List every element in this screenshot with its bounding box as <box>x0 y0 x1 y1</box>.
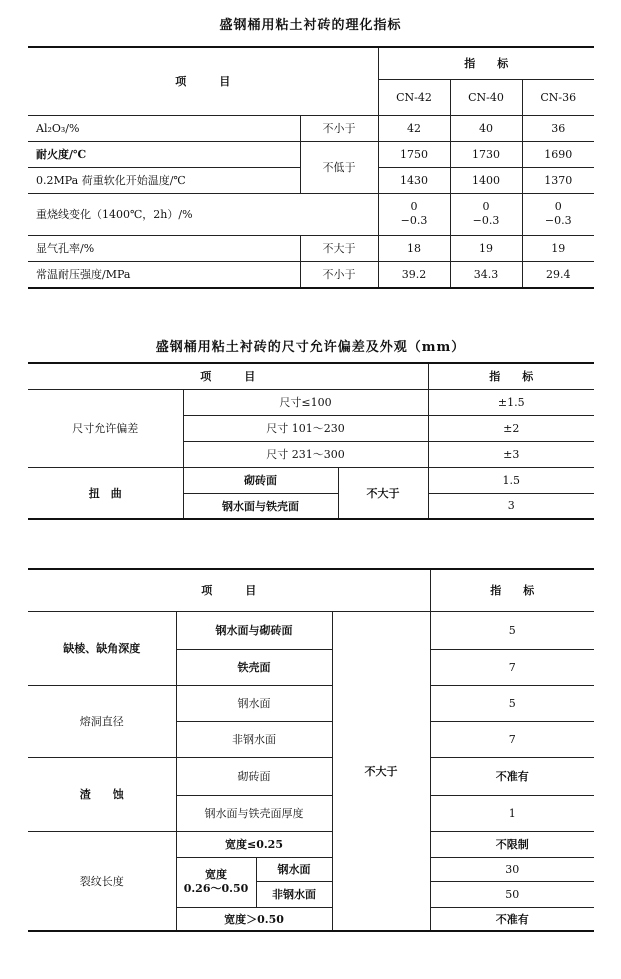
t2-value: 3 <box>428 493 594 519</box>
t2-sub-item: 尺寸 231～300 <box>183 441 428 467</box>
t2-value: ±2 <box>428 415 594 441</box>
t1-item-name: 显气孔率/% <box>28 235 300 261</box>
t3-sub-item: 钢水面与砌砖面 <box>176 611 332 649</box>
t1-header-index: 指 标 <box>378 47 594 79</box>
t3-sub-item: 宽度≤0.25 <box>176 831 332 857</box>
t3-value: 5 <box>430 685 594 721</box>
t2-sub-item: 尺寸 101～230 <box>183 415 428 441</box>
t3-value: 30 <box>430 857 594 881</box>
t1-value: 40 <box>450 115 522 141</box>
t1-condition: 不小于 <box>300 261 378 288</box>
t1-item-name: 常温耐压强度/MPa <box>28 261 300 288</box>
t1-grade: CN-36 <box>522 79 594 115</box>
table-row <box>28 261 594 288</box>
t3-sub-item: 铁壳面 <box>176 649 332 685</box>
t1-value: 18 <box>378 235 450 261</box>
t3-value: 5 <box>430 611 594 649</box>
table-row <box>28 831 594 857</box>
t3-value: 7 <box>430 721 594 757</box>
t3-group-label: 熔洞直径 <box>28 685 176 757</box>
t1-item-name: 0.2MPa 荷重软化开始温度/℃ <box>28 167 300 193</box>
t2-sub-item: 钢水面与铁壳面 <box>183 493 338 519</box>
t1-value: 42 <box>378 115 450 141</box>
t1-grade: CN-40 <box>450 79 522 115</box>
t3-value: 7 <box>430 649 594 685</box>
t1-value: 0 −0.3 <box>522 193 594 235</box>
t2-group-label: 扭 曲 <box>28 467 183 519</box>
table1-title: 盛钢桶用粘土衬砖的理化指标 <box>219 18 402 33</box>
table-row <box>28 467 594 493</box>
t1-value: 36 <box>522 115 594 141</box>
t2-header-item: 项 目 <box>28 363 428 389</box>
table-row <box>28 611 594 649</box>
t3-value: 不准有 <box>430 757 594 795</box>
t3-group-label: 渣 蚀 <box>28 757 176 831</box>
t1-condition: 不小于 <box>300 115 378 141</box>
t3-header-item: 项 目 <box>28 569 430 611</box>
t1-grade: CN-42 <box>378 79 450 115</box>
t3-condition: 不大于 <box>332 611 430 931</box>
table-row <box>28 389 594 415</box>
t3-group-label: 裂纹长度 <box>28 831 176 931</box>
t2-value: ±1.5 <box>428 389 594 415</box>
t1-condition: 不低于 <box>300 141 378 193</box>
t3-sub-item: 宽度＞0.50 <box>176 907 332 931</box>
physicochemical-table <box>28 46 594 289</box>
t1-condition: 不大于 <box>300 235 378 261</box>
t3-value: 1 <box>430 795 594 831</box>
table-row <box>28 235 594 261</box>
t1-value: 29.4 <box>522 261 594 288</box>
t1-value: 1430 <box>378 167 450 193</box>
table-row <box>28 685 594 721</box>
t3-group-label: 缺棱、缺角深度 <box>28 611 176 685</box>
t1-value: 19 <box>522 235 594 261</box>
table2-title: 盛钢桶用粘土衬砖的尺寸允许偏差及外观（mm） <box>155 340 466 355</box>
t3-header-index: 指 标 <box>430 569 594 611</box>
t2-header-index: 指 标 <box>428 363 594 389</box>
t3-value: 50 <box>430 881 594 907</box>
t3-value: 不限制 <box>430 831 594 857</box>
t1-value: 34.3 <box>450 261 522 288</box>
t2-sub-item: 尺寸≤100 <box>183 389 428 415</box>
t1-value: 1750 <box>378 141 450 167</box>
t2-value: 1.5 <box>428 467 594 493</box>
t1-value: 1400 <box>450 167 522 193</box>
dimension-tolerance-table <box>28 362 594 520</box>
t3-sub-item: 非钢水面 <box>256 881 332 907</box>
t1-value: 1690 <box>522 141 594 167</box>
table-row <box>28 193 594 235</box>
t3-sub-item: 钢水面与铁壳面厚度 <box>176 795 332 831</box>
t2-group-label: 尺寸允许偏差 <box>28 389 183 467</box>
t1-value: 0 −0.3 <box>378 193 450 235</box>
t2-sub-item: 砌砖面 <box>183 467 338 493</box>
t1-value: 1370 <box>522 167 594 193</box>
table-row <box>28 757 594 795</box>
table-row <box>28 141 594 167</box>
t1-value: 1730 <box>450 141 522 167</box>
t1-item-name: 重烧线变化（1400℃，2h）/% <box>28 193 378 235</box>
t1-value: 19 <box>450 235 522 261</box>
table-row <box>28 115 594 141</box>
t1-item-name: Al₂O₃/% <box>28 115 300 141</box>
t3-sub-item: 钢水面 <box>256 857 332 881</box>
t3-value: 不准有 <box>430 907 594 931</box>
t3-sub-item: 砌砖面 <box>176 757 332 795</box>
t3-sub-item: 钢水面 <box>176 685 332 721</box>
t1-header-item: 项 目 <box>28 47 378 115</box>
t2-condition: 不大于 <box>338 467 428 519</box>
t3-sub-item: 非钢水面 <box>176 721 332 757</box>
t1-value: 39.2 <box>378 261 450 288</box>
t3-width-range: 宽度 0.26～0.50 <box>176 857 256 907</box>
t2-value: ±3 <box>428 441 594 467</box>
appearance-table <box>28 568 594 932</box>
t1-item-name: 耐火度/℃ <box>28 141 300 167</box>
t1-value: 0 −0.3 <box>450 193 522 235</box>
